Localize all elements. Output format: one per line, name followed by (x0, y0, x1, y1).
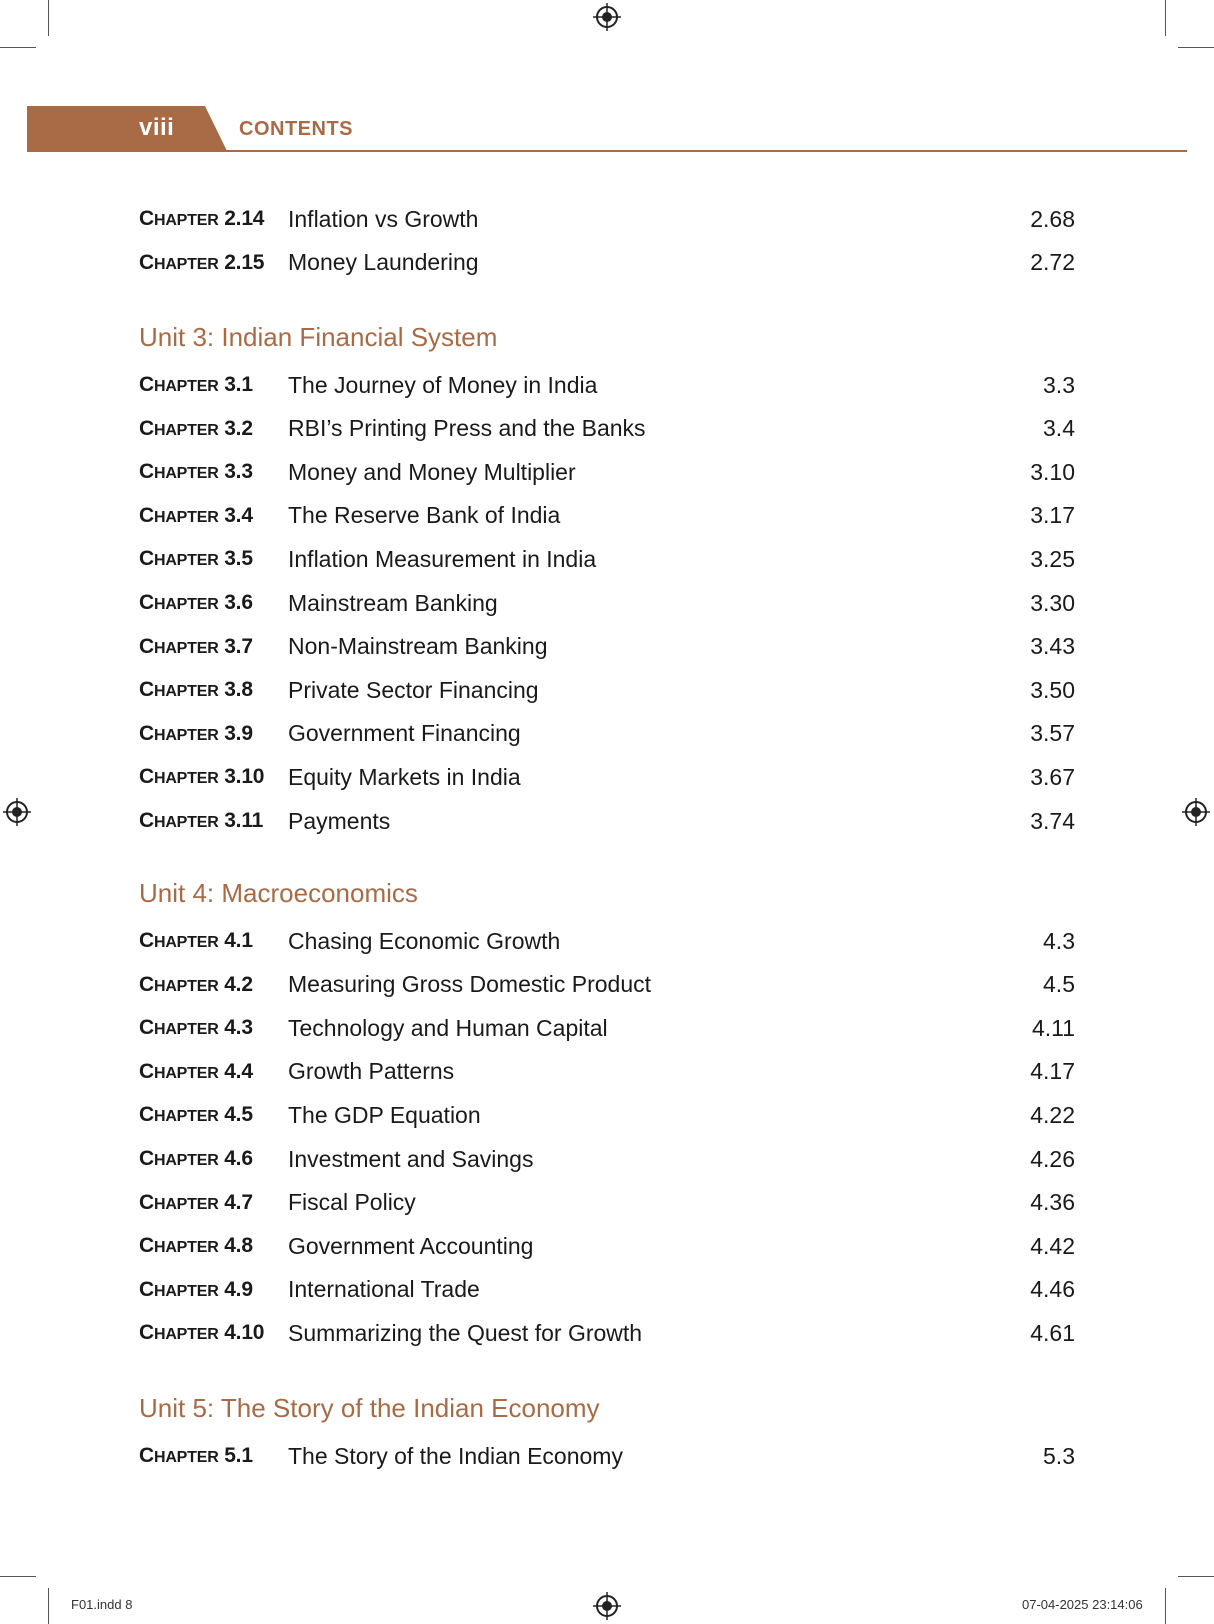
chapter-title: RBI’s Printing Press and the Banks (288, 415, 646, 442)
crop-mark (1178, 47, 1214, 48)
toc-entry (139, 500, 1075, 532)
chapter-number: 4.6 (224, 1147, 253, 1170)
chapter-label (139, 1321, 288, 1345)
chapter-word-initial: C (139, 1234, 154, 1258)
unit-heading: Unit 3: Indian Financial System (139, 322, 498, 352)
chapter-title: International Trade (288, 1276, 480, 1303)
chapter-title: Inflation vs Growth (288, 205, 479, 232)
chapter-word-rest: HAPTER (153, 552, 219, 570)
chapter-word-rest: HAPTER (153, 726, 219, 744)
page-number: 3.57 (1030, 720, 1075, 747)
chapter-word-initial: C (139, 460, 154, 484)
chapter-word-rest: HAPTER (153, 770, 219, 788)
chapter-word-rest: HAPTER (153, 1064, 219, 1082)
crop-mark (1165, 1588, 1166, 1624)
chapter-word-initial: C (139, 721, 154, 745)
chapter-word-initial: C (139, 547, 154, 571)
unit-heading: Unit 4: Macroeconomics (139, 878, 418, 908)
chapter-number: 3.5 (224, 547, 253, 571)
chapter-word-rest: HAPTER (153, 596, 219, 613)
page-number: 3.43 (1030, 633, 1075, 660)
chapter-label (139, 207, 288, 231)
toc-entry (139, 1099, 1075, 1131)
crop-mark (1178, 1576, 1214, 1577)
chapter-title: Investment and Savings (288, 1145, 534, 1172)
chapter-word-initial: C (139, 373, 154, 396)
chapter-word-initial: C (139, 503, 154, 527)
chapter-title: Technology and Human Capital (288, 1014, 608, 1041)
chapter-word-initial: C (139, 207, 154, 230)
chapter-title: The Journey of Money in India (288, 371, 598, 398)
page-number: 3.3 (1043, 371, 1075, 398)
chapter-word-rest: HAPTER (153, 683, 219, 701)
unit-heading: Unit 5: The Story of the Indian Economy (139, 1393, 600, 1423)
registration-mark-icon (593, 1592, 621, 1620)
chapter-label (139, 722, 288, 746)
toc-entry (139, 1012, 1075, 1044)
chapter-number: 4.2 (224, 972, 253, 996)
chapter-word-initial: C (139, 1059, 154, 1083)
chapter-number: 4.9 (224, 1277, 253, 1301)
toc-entry (139, 247, 1075, 279)
page-number: 3.4 (1043, 415, 1075, 442)
page-number: 4.22 (1030, 1101, 1075, 1128)
chapter-label (139, 678, 288, 702)
chapter-word-initial: C (139, 1277, 154, 1301)
chapter-title: Private Sector Financing (288, 676, 539, 703)
chapter-word-rest: HAPTER (153, 1195, 219, 1213)
chapter-word-initial: C (139, 591, 154, 614)
chapter-number: 4.8 (224, 1234, 253, 1258)
crop-mark (48, 1588, 49, 1624)
chapter-number: 4.5 (224, 1103, 253, 1127)
header-slash-decoration (195, 106, 235, 152)
chapter-word-initial: C (139, 1321, 154, 1345)
chapter-number: 5.1 (224, 1444, 253, 1467)
page-title: CONTENTS (239, 118, 353, 140)
toc-entry (139, 203, 1075, 235)
toc-entry (139, 805, 1075, 837)
chapter-label (139, 1444, 288, 1468)
page-number: 4.3 (1043, 927, 1075, 954)
page-number: 4.11 (1031, 1014, 1075, 1041)
chapter-word-initial: C (139, 1444, 154, 1467)
chapter-word-initial: C (139, 416, 154, 440)
chapter-label (139, 1016, 288, 1040)
chapter-label (139, 1060, 288, 1084)
timestamp-slug: 07-04-2025 23:14:06 (1022, 1597, 1143, 1612)
chapter-number: 3.4 (224, 503, 253, 527)
chapter-word-initial: C (139, 1190, 154, 1214)
chapter-title: The Story of the Indian Economy (288, 1442, 623, 1469)
page-folio: viii (139, 114, 175, 141)
chapter-title: Non-Mainstream Banking (288, 633, 548, 660)
chapter-title: Government Accounting (288, 1232, 534, 1259)
toc-entry (139, 1440, 1075, 1472)
chapter-word-rest: HAPTER (153, 255, 219, 273)
chapter-label (139, 251, 288, 275)
chapter-number: 3.9 (224, 721, 253, 745)
chapter-title: Money and Money Multiplier (288, 458, 576, 485)
crop-mark (0, 1576, 36, 1577)
chapter-word-rest: HAPTER (153, 814, 219, 831)
chapter-word-rest: HAPTER (153, 378, 219, 395)
page-number: 5.3 (1043, 1442, 1075, 1469)
toc-entry (139, 1143, 1075, 1175)
chapter-word-rest: HAPTER (153, 977, 219, 995)
chapter-title: Growth Patterns (288, 1058, 455, 1085)
registration-mark-icon (3, 798, 31, 826)
chapter-number: 3.11 (224, 809, 264, 832)
chapter-title: Government Financing (288, 720, 521, 747)
registration-mark-icon (593, 3, 621, 31)
chapter-label (139, 460, 288, 484)
chapter-word-rest: HAPTER (153, 212, 219, 229)
chapter-number: 4.10 (224, 1321, 265, 1345)
toc-entry (139, 969, 1075, 1001)
page-number: 3.25 (1030, 545, 1075, 572)
chapter-word-rest: HAPTER (153, 1239, 219, 1257)
chapter-word-rest: HAPTER (153, 465, 219, 483)
chapter-title: Summarizing the Quest for Growth (288, 1319, 643, 1346)
chapter-title: Chasing Economic Growth (288, 927, 561, 954)
toc-entry (139, 1187, 1075, 1219)
toc-entry (139, 1274, 1075, 1306)
toc-entry (139, 925, 1075, 957)
chapter-number: 3.1 (224, 373, 253, 396)
chapter-word-rest: HAPTER (153, 1449, 219, 1466)
chapter-title: Mainstream Banking (288, 589, 498, 616)
chapter-label (139, 1191, 288, 1215)
chapter-word-initial: C (139, 765, 154, 789)
chapter-number: 3.3 (224, 460, 253, 484)
chapter-label (139, 1103, 288, 1127)
chapter-word-initial: C (139, 929, 154, 952)
toc-entry (139, 1056, 1075, 1088)
chapter-number: 4.3 (224, 1016, 253, 1040)
crop-mark (1165, 0, 1166, 36)
chapter-word-rest: HAPTER (153, 1282, 219, 1300)
chapter-label (139, 929, 288, 953)
chapter-title: Measuring Gross Domestic Product (288, 971, 652, 998)
page-number: 4.46 (1030, 1276, 1075, 1303)
chapter-word-rest: HAPTER (153, 1108, 219, 1126)
chapter-word-initial: C (139, 678, 154, 702)
chapter-number: 4.4 (224, 1059, 253, 1083)
chapter-label (139, 547, 288, 571)
chapter-title: Fiscal Policy (288, 1189, 416, 1216)
chapter-word-rest: HAPTER (153, 1326, 219, 1344)
page-number: 3.30 (1030, 589, 1075, 616)
chapter-word-rest: HAPTER (153, 421, 219, 439)
toc-entry (139, 718, 1075, 750)
chapter-word-initial: C (139, 1103, 154, 1127)
chapter-number: 3.8 (224, 678, 253, 702)
crop-mark (48, 0, 49, 36)
chapter-label (139, 1147, 288, 1171)
page-number: 4.36 (1030, 1189, 1075, 1216)
chapter-title: Inflation Measurement in India (288, 545, 597, 572)
page-number: 4.5 (1043, 971, 1075, 998)
toc-entry (139, 456, 1075, 488)
chapter-label (139, 417, 288, 441)
toc-entry (139, 1317, 1075, 1349)
toc-entry (139, 674, 1075, 706)
chapter-label (139, 1234, 288, 1258)
chapter-word-rest: HAPTER (153, 934, 219, 951)
chapter-label (139, 591, 288, 615)
chapter-word-rest: HAPTER (153, 508, 219, 526)
toc-entry (139, 543, 1075, 575)
page-number: 2.72 (1030, 249, 1075, 276)
page-number: 3.10 (1030, 458, 1075, 485)
chapter-title: Equity Markets in India (288, 763, 521, 790)
page-number: 4.26 (1030, 1145, 1075, 1172)
chapter-number: 3.7 (224, 634, 253, 658)
chapter-word-initial: C (139, 972, 154, 996)
crop-mark (0, 47, 36, 48)
chapter-number: 3.2 (224, 416, 253, 440)
chapter-word-initial: C (139, 1147, 154, 1170)
toc-entry (139, 631, 1075, 663)
chapter-title: The Reserve Bank of India (288, 502, 561, 529)
page-number: 3.74 (1030, 807, 1075, 834)
chapter-number: 4.1 (224, 929, 253, 952)
chapter-label (139, 504, 288, 528)
chapter-word-rest: HAPTER (153, 639, 219, 657)
page-number: 3.50 (1030, 676, 1075, 703)
toc-entry (139, 413, 1075, 445)
chapter-word-initial: C (139, 809, 154, 832)
chapter-title: The GDP Equation (288, 1101, 481, 1128)
page-number: 3.67 (1030, 763, 1075, 790)
page-number: 3.17 (1030, 502, 1075, 529)
chapter-label (139, 809, 288, 833)
toc-entry (139, 1230, 1075, 1262)
chapter-number: 4.7 (224, 1190, 253, 1214)
file-slug: F01.indd 8 (71, 1597, 133, 1612)
chapter-title: Payments (288, 807, 391, 834)
toc-entry (139, 369, 1075, 401)
chapter-label (139, 373, 288, 397)
chapter-label (139, 635, 288, 659)
chapter-title: Money Laundering (288, 249, 479, 276)
chapter-word-initial: C (139, 634, 154, 658)
chapter-label (139, 973, 288, 997)
toc-entry (139, 761, 1075, 793)
chapter-word-initial: C (139, 1016, 154, 1040)
toc-entry (139, 587, 1075, 619)
page-number: 4.17 (1030, 1058, 1075, 1085)
chapter-word-rest: HAPTER (153, 1021, 219, 1039)
chapter-label (139, 765, 288, 789)
chapter-number: 2.14 (224, 207, 265, 230)
registration-mark-icon (1182, 798, 1210, 826)
chapter-word-initial: C (139, 250, 154, 274)
chapter-word-rest: HAPTER (153, 1152, 219, 1169)
chapter-label (139, 1278, 288, 1302)
header-rule (27, 150, 1187, 152)
page-number: 2.68 (1030, 205, 1075, 232)
chapter-number: 3.6 (224, 591, 253, 614)
page-number: 4.42 (1030, 1232, 1075, 1259)
chapter-number: 2.15 (224, 250, 265, 274)
page-number: 4.61 (1030, 1319, 1075, 1346)
chapter-number: 3.10 (224, 765, 265, 789)
